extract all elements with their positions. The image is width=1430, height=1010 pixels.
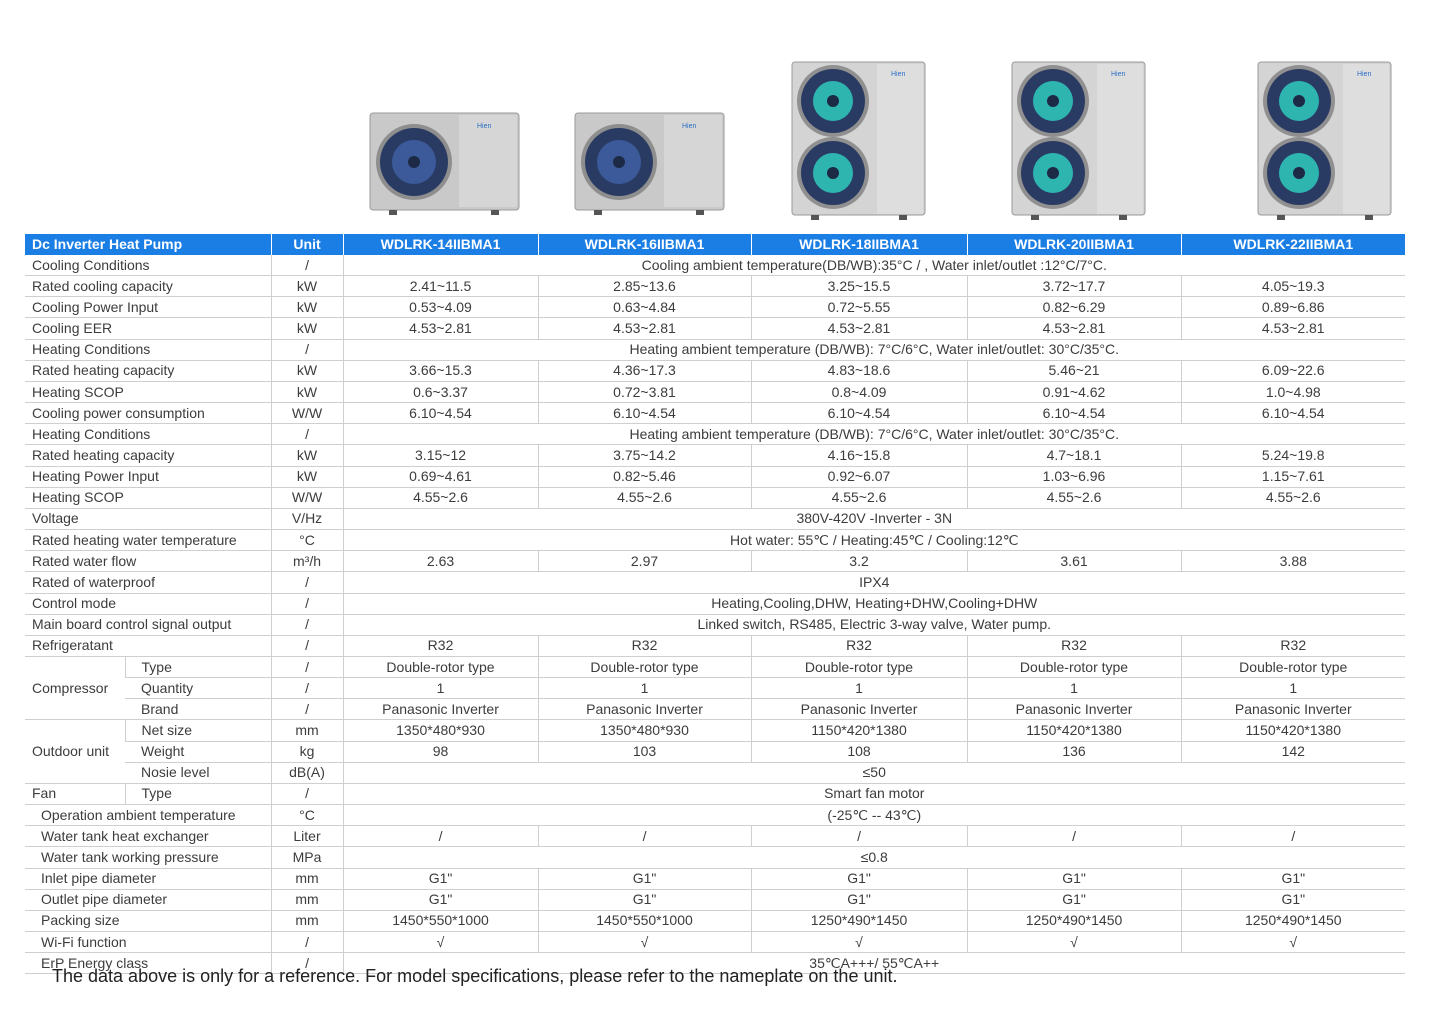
group-label: Compressor	[25, 656, 125, 719]
row-value-merged: Heating ambient temperature (DB/WB): 7°C/6°C, Water inlet/outlet: 30°C/35°C.	[343, 339, 1405, 360]
row-value: 5.24~19.8	[1181, 445, 1405, 466]
row-unit: kW	[271, 445, 343, 466]
row-value: Panasonic Inverter	[538, 699, 751, 720]
row-value: 1250*490*1450	[751, 910, 967, 931]
row-value: 2.97	[538, 551, 751, 572]
row-value: 1150*420*1380	[751, 720, 967, 741]
row-value: R32	[967, 635, 1181, 656]
row-value: 6.09~22.6	[1181, 360, 1405, 381]
row-value: /	[343, 826, 538, 847]
row-value: 3.25~15.5	[751, 276, 967, 297]
row-value-merged: Smart fan motor	[343, 783, 1405, 804]
table-row	[25, 466, 1405, 487]
row-value: 4.55~2.6	[1181, 487, 1405, 508]
row-label: Type	[125, 783, 271, 804]
row-value-merged: (-25℃ -- 43℃)	[343, 805, 1405, 826]
row-value: 4.55~2.6	[538, 487, 751, 508]
row-label: Net size	[125, 720, 271, 741]
row-label: Heating Power Input	[25, 466, 271, 487]
row-value: 4.53~2.81	[1181, 318, 1405, 339]
row-value: 4.53~2.81	[343, 318, 538, 339]
table-row	[25, 614, 1405, 635]
row-value: 1350*480*930	[538, 720, 751, 741]
row-value: √	[967, 932, 1181, 953]
row-value: G1"	[751, 868, 967, 889]
row-value: 1	[1181, 678, 1405, 699]
row-value: 0.6~3.37	[343, 381, 538, 402]
row-value-merged: Heating,Cooling,DHW, Heating+DHW,Cooling+DHW	[343, 593, 1405, 614]
row-unit: mm	[271, 720, 343, 741]
table-row	[25, 424, 1405, 445]
row-unit: /	[271, 572, 343, 593]
row-value: 3.2	[751, 551, 967, 572]
row-unit: kW	[271, 318, 343, 339]
row-value: 1	[538, 678, 751, 699]
row-label: Main board control signal output	[25, 614, 271, 635]
row-label: Water tank working pressure	[25, 847, 271, 868]
row-value: 2.85~13.6	[538, 276, 751, 297]
table-row	[25, 339, 1405, 360]
row-value: 4.55~2.6	[343, 487, 538, 508]
row-unit: /	[271, 593, 343, 614]
row-value: 6.10~4.54	[1181, 403, 1405, 424]
row-value: G1"	[1181, 868, 1405, 889]
table-row	[25, 805, 1405, 826]
row-value: 3.66~15.3	[343, 360, 538, 381]
table-row	[25, 487, 1405, 508]
row-value: G1"	[967, 868, 1181, 889]
row-unit: /	[271, 339, 343, 360]
spec-table	[25, 234, 1405, 974]
row-label: Rated heating capacity	[25, 445, 271, 466]
row-value: Double-rotor type	[343, 656, 538, 677]
row-value-merged: ≤50	[343, 762, 1405, 783]
row-label: ErP Energy class	[25, 953, 271, 974]
row-value: 0.91~4.62	[967, 381, 1181, 402]
row-value: 4.53~2.81	[751, 318, 967, 339]
row-label: Heating Conditions	[25, 339, 271, 360]
row-unit: /	[271, 932, 343, 953]
row-value: 1.0~4.98	[1181, 381, 1405, 402]
row-value: 2.41~11.5	[343, 276, 538, 297]
row-value: 4.53~2.81	[538, 318, 751, 339]
row-value: Panasonic Inverter	[751, 699, 967, 720]
table-row	[25, 678, 1405, 699]
row-label: Quantity	[125, 678, 271, 699]
row-label: Cooling power consumption	[25, 403, 271, 424]
row-unit: /	[271, 953, 343, 974]
row-value: 0.63~4.84	[538, 297, 751, 318]
table-row	[25, 783, 1405, 804]
unit-header: Unit	[271, 234, 343, 255]
row-value: 1450*550*1000	[538, 910, 751, 931]
row-value: R32	[343, 635, 538, 656]
table-row	[25, 593, 1405, 614]
row-value: /	[538, 826, 751, 847]
table-row	[25, 445, 1405, 466]
heat-pump-image-dual-fan	[791, 61, 926, 221]
row-value: Panasonic Inverter	[1181, 699, 1405, 720]
row-value: Double-rotor type	[538, 656, 751, 677]
table-row	[25, 889, 1405, 910]
table-row	[25, 847, 1405, 868]
table-row	[25, 635, 1405, 656]
table-row	[25, 741, 1405, 762]
table-row	[25, 551, 1405, 572]
row-value: G1"	[751, 889, 967, 910]
row-unit: kW	[271, 466, 343, 487]
row-label: Operation ambient temperature	[25, 805, 271, 826]
row-label: Outlet pipe diameter	[25, 889, 271, 910]
row-value: 136	[967, 741, 1181, 762]
row-label: Refrigeratant	[25, 635, 271, 656]
row-value: 6.10~4.54	[751, 403, 967, 424]
row-value: 1150*420*1380	[967, 720, 1181, 741]
table-row	[25, 530, 1405, 551]
row-value: 4.36~17.3	[538, 360, 751, 381]
row-label: Rated of waterproof	[25, 572, 271, 593]
row-value: 0.72~5.55	[751, 297, 967, 318]
table-header-row	[25, 234, 1405, 255]
row-label: Rated heating water temperature	[25, 530, 271, 551]
row-value-merged: 380V-420V -Inverter - 3N	[343, 508, 1405, 529]
row-value-merged: ≤0.8	[343, 847, 1405, 868]
group-label: Fan	[25, 783, 125, 804]
row-value: 3.61	[967, 551, 1181, 572]
table-row	[25, 762, 1405, 783]
row-value: 3.88	[1181, 551, 1405, 572]
row-label: Heating Conditions	[25, 424, 271, 445]
table-row	[25, 255, 1405, 276]
row-value: 0.8~4.09	[751, 381, 967, 402]
row-value: G1"	[538, 868, 751, 889]
table-row	[25, 910, 1405, 931]
row-label: Water tank heat exchanger	[25, 826, 271, 847]
row-value: 0.89~6.86	[1181, 297, 1405, 318]
row-label: Rated water flow	[25, 551, 271, 572]
row-label: Wi-Fi function	[25, 932, 271, 953]
table-row	[25, 403, 1405, 424]
product-header: Dc Inverter Heat Pump	[25, 234, 271, 255]
model-header: WDLRK-14IIBMA1	[343, 234, 538, 255]
row-value: 0.92~6.07	[751, 466, 967, 487]
row-value-merged: Heating ambient temperature (DB/WB): 7°C/6°C, Water inlet/outlet: 30°C/35°C.	[343, 424, 1405, 445]
row-value: Panasonic Inverter	[343, 699, 538, 720]
row-value: 1250*490*1450	[967, 910, 1181, 931]
svg-text:Hien: Hien	[682, 123, 697, 130]
row-value: 0.82~6.29	[967, 297, 1181, 318]
row-unit: /	[271, 783, 343, 804]
row-value: /	[751, 826, 967, 847]
row-label: Cooling EER	[25, 318, 271, 339]
row-value-merged: Hot water: 55℃ / Heating:45℃ / Cooling:12℃	[343, 530, 1405, 551]
row-value: 1350*480*930	[343, 720, 538, 741]
row-value: 1	[751, 678, 967, 699]
row-value: 142	[1181, 741, 1405, 762]
model-header: WDLRK-20IIBMA1	[967, 234, 1181, 255]
row-value: 103	[538, 741, 751, 762]
row-unit: /	[271, 699, 343, 720]
row-unit: W/W	[271, 487, 343, 508]
row-value: R32	[538, 635, 751, 656]
row-unit: mm	[271, 868, 343, 889]
row-value: G1"	[967, 889, 1181, 910]
table-row	[25, 297, 1405, 318]
row-value: G1"	[343, 889, 538, 910]
group-label: Outdoor unit	[25, 720, 125, 783]
row-value: √	[1181, 932, 1405, 953]
row-label: Control mode	[25, 593, 271, 614]
row-value: /	[1181, 826, 1405, 847]
row-unit: mm	[271, 910, 343, 931]
row-label: Cooling Power Input	[25, 297, 271, 318]
row-value: 4.16~15.8	[751, 445, 967, 466]
heat-pump-image-dual-fan	[1257, 61, 1392, 221]
row-value: G1"	[343, 868, 538, 889]
row-value: 0.53~4.09	[343, 297, 538, 318]
row-value-merged: Cooling ambient temperature(DB/WB):35°C / , Water inlet/outlet :12°C/7°C.	[343, 255, 1405, 276]
row-label: Packing size	[25, 910, 271, 931]
footnote: The data above is only for a reference. For model specifications, please refer to the nameplate on the unit.	[52, 966, 898, 986]
row-value: 6.10~4.54	[343, 403, 538, 424]
row-unit: °C	[271, 805, 343, 826]
row-value: 98	[343, 741, 538, 762]
table-row	[25, 826, 1405, 847]
row-value: 3.15~12	[343, 445, 538, 466]
table-row	[25, 932, 1405, 953]
row-value: √	[538, 932, 751, 953]
row-value: 1	[343, 678, 538, 699]
row-value: Double-rotor type	[967, 656, 1181, 677]
row-value: 1.15~7.61	[1181, 466, 1405, 487]
row-value: Double-rotor type	[751, 656, 967, 677]
row-unit: kW	[271, 297, 343, 318]
table-row	[25, 381, 1405, 402]
row-label: Nosie level	[125, 762, 271, 783]
svg-text:Hien: Hien	[1357, 71, 1372, 78]
row-unit: W/W	[271, 403, 343, 424]
row-unit: /	[271, 656, 343, 677]
row-value: 1450*550*1000	[343, 910, 538, 931]
heat-pump-image-single-fan	[369, 112, 520, 216]
row-unit: V/Hz	[271, 508, 343, 529]
row-label: Weight	[125, 741, 271, 762]
table-row	[25, 508, 1405, 529]
row-value: 4.83~18.6	[751, 360, 967, 381]
row-unit: /	[271, 614, 343, 635]
row-unit: m³/h	[271, 551, 343, 572]
row-label: Inlet pipe diameter	[25, 868, 271, 889]
row-value: 1250*490*1450	[1181, 910, 1405, 931]
row-label: Heating SCOP	[25, 381, 271, 402]
row-value: 4.55~2.6	[967, 487, 1181, 508]
row-value: 1150*420*1380	[1181, 720, 1405, 741]
table-row	[25, 572, 1405, 593]
table-row	[25, 868, 1405, 889]
row-label: Rated cooling capacity	[25, 276, 271, 297]
row-value: 4.7~18.1	[967, 445, 1181, 466]
row-unit: Liter	[271, 826, 343, 847]
row-value: R32	[751, 635, 967, 656]
row-unit: mm	[271, 889, 343, 910]
heat-pump-image-dual-fan	[1011, 61, 1146, 221]
table-row	[25, 318, 1405, 339]
row-value: 5.46~21	[967, 360, 1181, 381]
row-value: 3.72~17.7	[967, 276, 1181, 297]
row-value: 2.63	[343, 551, 538, 572]
row-unit: kg	[271, 741, 343, 762]
row-unit: kW	[271, 276, 343, 297]
row-value: Panasonic Inverter	[967, 699, 1181, 720]
row-label: Voltage	[25, 508, 271, 529]
row-value-merged: 35℃A+++/ 55℃A++	[343, 953, 1405, 974]
table-row	[25, 276, 1405, 297]
table-row	[25, 699, 1405, 720]
svg-text:Hien: Hien	[891, 71, 906, 78]
row-value: √	[343, 932, 538, 953]
row-value: 4.55~2.6	[751, 487, 967, 508]
row-unit: /	[271, 635, 343, 656]
row-value: G1"	[1181, 889, 1405, 910]
model-header: WDLRK-18IIBMA1	[751, 234, 967, 255]
row-value-merged: Linked switch, RS485, Electric 3-way valve, Water pump.	[343, 614, 1405, 635]
row-label: Heating SCOP	[25, 487, 271, 508]
table-row	[25, 360, 1405, 381]
row-label: Type	[125, 656, 271, 677]
row-value: 108	[751, 741, 967, 762]
row-value: G1"	[538, 889, 751, 910]
row-value-merged: IPX4	[343, 572, 1405, 593]
svg-text:Hien: Hien	[1111, 71, 1126, 78]
row-value: Double-rotor type	[1181, 656, 1405, 677]
row-label: Cooling Conditions	[25, 255, 271, 276]
row-value: 6.10~4.54	[967, 403, 1181, 424]
table-row	[25, 656, 1405, 677]
row-unit: kW	[271, 360, 343, 381]
row-value: √	[751, 932, 967, 953]
model-header: WDLRK-16IIBMA1	[538, 234, 751, 255]
row-value: 4.05~19.3	[1181, 276, 1405, 297]
row-unit: °C	[271, 530, 343, 551]
row-unit: /	[271, 678, 343, 699]
model-header: WDLRK-22IIBMA1	[1181, 234, 1405, 255]
row-value: 1	[967, 678, 1181, 699]
heat-pump-image-single-fan	[574, 112, 725, 216]
row-unit: /	[271, 424, 343, 445]
row-value: 0.82~5.46	[538, 466, 751, 487]
row-value: 4.53~2.81	[967, 318, 1181, 339]
row-value: 3.75~14.2	[538, 445, 751, 466]
row-value: 6.10~4.54	[538, 403, 751, 424]
svg-text:Hien: Hien	[477, 123, 492, 130]
row-unit: dB(A)	[271, 762, 343, 783]
row-unit: /	[271, 255, 343, 276]
row-value: R32	[1181, 635, 1405, 656]
row-label: Brand	[125, 699, 271, 720]
row-label: Rated heating capacity	[25, 360, 271, 381]
row-value: 1.03~6.96	[967, 466, 1181, 487]
row-value: /	[967, 826, 1181, 847]
row-value: 0.69~4.61	[343, 466, 538, 487]
row-unit: kW	[271, 381, 343, 402]
row-unit: MPa	[271, 847, 343, 868]
row-value: 0.72~3.81	[538, 381, 751, 402]
table-row	[25, 720, 1405, 741]
